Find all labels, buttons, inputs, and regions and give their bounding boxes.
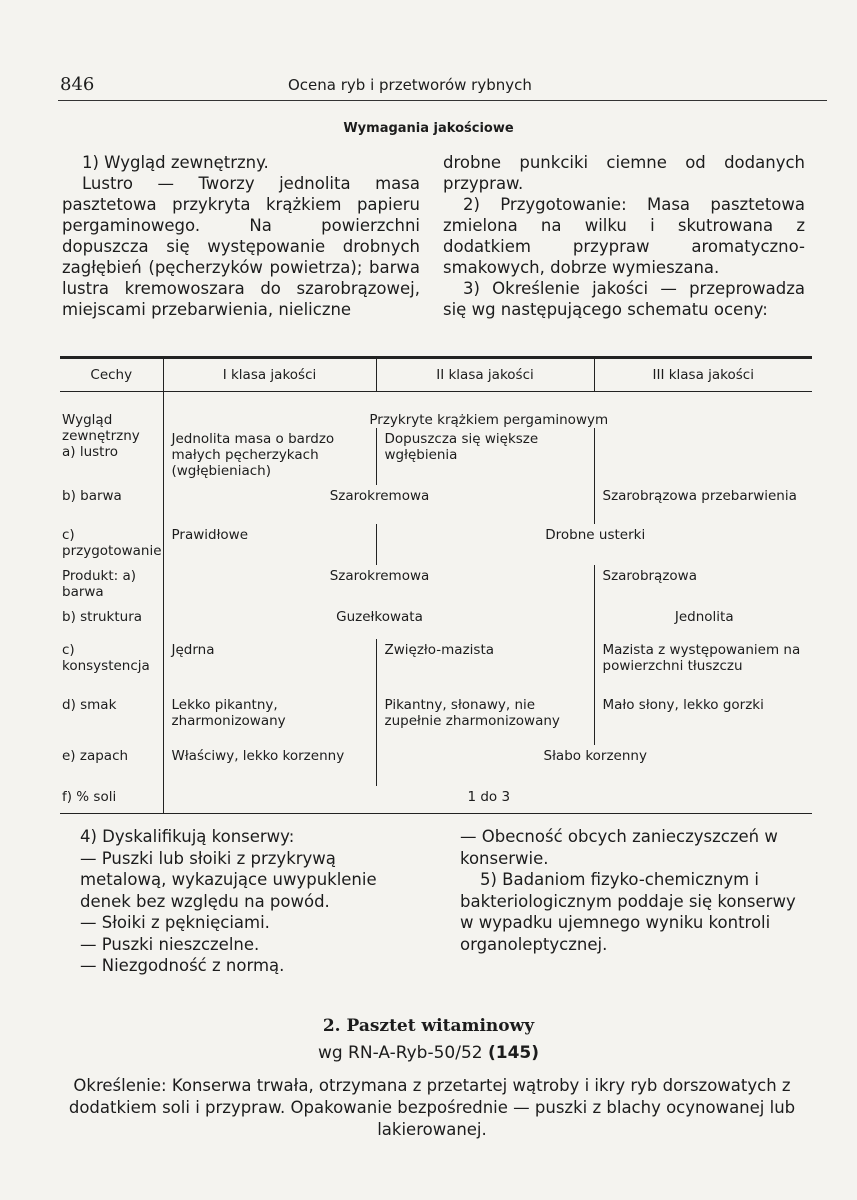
table-cell: Zwięzło-mazista bbox=[376, 639, 594, 694]
running-title: Ocena ryb i przetworów rybnych bbox=[288, 76, 532, 94]
right-bottom-text bbox=[460, 826, 810, 955]
table-cell: Guzełkowata bbox=[163, 606, 594, 639]
table-cell: Przykryte krążkiem pergaminowym bbox=[163, 392, 812, 429]
table-row bbox=[60, 606, 812, 639]
table-row bbox=[60, 694, 812, 745]
feature-label: c) przygotowanie bbox=[62, 527, 162, 559]
table-cell: Jednolita masa o bardzo małych pęcherzykach (wgłębieniach) bbox=[163, 428, 376, 485]
paragraph: Lustro — Tworzy jednolita masa pasztetowa przykryta krążkiem papieru pergaminowego. Na powierzchni dopuszcza się występowanie drobnych zagłębień (pęcherzyków powietrza); barwa lustra kremowoszara do szarobrązowej, miejscami przebarwienia, nieliczne bbox=[62, 174, 420, 319]
feature-label: Wygląd zewnętrzny a) lustro bbox=[62, 412, 140, 460]
column-header: I klasa jakości bbox=[163, 358, 376, 392]
page-header bbox=[58, 70, 827, 101]
column-header: Cechy bbox=[60, 358, 163, 392]
list-item: — Niezgodność z normą. bbox=[80, 956, 285, 975]
table-row bbox=[60, 639, 812, 694]
column-header: II klasa jakości bbox=[376, 358, 594, 392]
feature-label: d) smak bbox=[62, 697, 117, 713]
table-cell: Szarokremowa bbox=[163, 565, 594, 606]
table-row bbox=[60, 745, 812, 786]
feature-label: c) konsystencja bbox=[62, 642, 150, 674]
list-item: — Obecność obcych zanieczyszczeń w konserwie. bbox=[460, 827, 778, 868]
paragraph: 5) Badaniom fizyko-chemicznym i bakteriologicznym poddaje się konserwy w wypadku ujemnego wyniku kontroli organoleptycznej. bbox=[460, 870, 796, 954]
list-item: 4) Dyskalifikują konserwy: bbox=[80, 827, 295, 846]
table-cell: Lekko pikantny, zharmonizowany bbox=[163, 694, 376, 745]
paragraph: 1) Wygląd zewnętrzny. bbox=[82, 153, 269, 172]
table-row bbox=[60, 524, 812, 565]
table-cell: Drobne usterki bbox=[376, 524, 812, 565]
left-column bbox=[62, 152, 420, 320]
table-cell: Właściwy, lekko korzenny bbox=[163, 745, 376, 786]
feature-label: e) zapach bbox=[62, 748, 129, 764]
table-row bbox=[60, 565, 812, 606]
table-cell: Szarokremowa bbox=[163, 485, 594, 524]
feature-label: b) barwa bbox=[62, 488, 122, 504]
table-cell: Pikantny, słonawy, nie zupełnie zharmonizowany bbox=[376, 694, 594, 745]
paragraph: 2) Przygotowanie: Masa pasztetowa zmielona na wilku i skutrowana z dodatkiem przypraw aromatyczno-smakowych, dobrze wymieszana. bbox=[443, 195, 805, 277]
list-item: — Puszki nieszczelne. bbox=[80, 934, 260, 954]
feature-label: b) struktura bbox=[62, 609, 143, 625]
disqualification-list bbox=[80, 826, 425, 977]
table-row bbox=[60, 428, 812, 485]
standard-code: wg RN-A-Ryb-50/52 bbox=[317, 1043, 483, 1063]
section-heading: 2. Pasztet witaminowy bbox=[322, 1016, 535, 1036]
paragraph: 3) Określenie jakości — przeprowadza się wg następującego schematu oceny: bbox=[443, 279, 805, 319]
feature-label: f) % soli bbox=[60, 786, 163, 814]
table-cell: Jednolita bbox=[594, 606, 812, 639]
section-title: Wymagania jakościowe bbox=[343, 121, 514, 136]
quality-table bbox=[60, 356, 812, 814]
right-column bbox=[443, 152, 805, 320]
table-cell: Jędrna bbox=[163, 639, 376, 694]
list-item: — Puszki lub słoiki z przykrywą metalową, wykazujące uwypuklenie denek bez względu na powód. bbox=[80, 848, 377, 911]
table-cell: Prawidłowe bbox=[163, 524, 376, 565]
table-row bbox=[60, 786, 812, 814]
table-row bbox=[60, 485, 812, 524]
table-cell: Szarobrązowa bbox=[594, 565, 812, 606]
table-header-row bbox=[60, 358, 812, 392]
table-cell: Mazista z występowaniem na powierzchni tłuszczu bbox=[594, 639, 812, 694]
definition-paragraph: Określenie: Konserwa trwała, otrzymana z przetartej wątroby i ikry ryb dorszowatych z dodatkiem soli i przypraw. Opakowanie bezpośrednie — puszki z blachy ocynowanej lub lakierowanej. bbox=[68, 1076, 796, 1139]
table-cell: 1 do 3 bbox=[163, 786, 812, 814]
table-row bbox=[60, 392, 812, 429]
column-header: III klasa jakości bbox=[594, 358, 812, 392]
standard-reference bbox=[0, 1043, 857, 1063]
feature-label: Produkt: a) barwa bbox=[62, 568, 137, 600]
table-cell bbox=[594, 428, 812, 485]
reference-number: (145) bbox=[488, 1043, 540, 1063]
paragraph: drobne punkciki ciemne od dodanych przypraw. bbox=[443, 153, 805, 193]
table-cell: Mało słony, lekko gorzki bbox=[594, 694, 812, 745]
table-cell: Słabo korzenny bbox=[376, 745, 812, 786]
table-cell: Szarobrązowa przebarwienia bbox=[594, 485, 812, 524]
list-item: — Słoiki z pęknięciami. bbox=[80, 913, 270, 932]
page-number: 846 bbox=[60, 74, 95, 95]
table-cell: Dopuszcza się większe wgłębienia bbox=[376, 428, 594, 485]
